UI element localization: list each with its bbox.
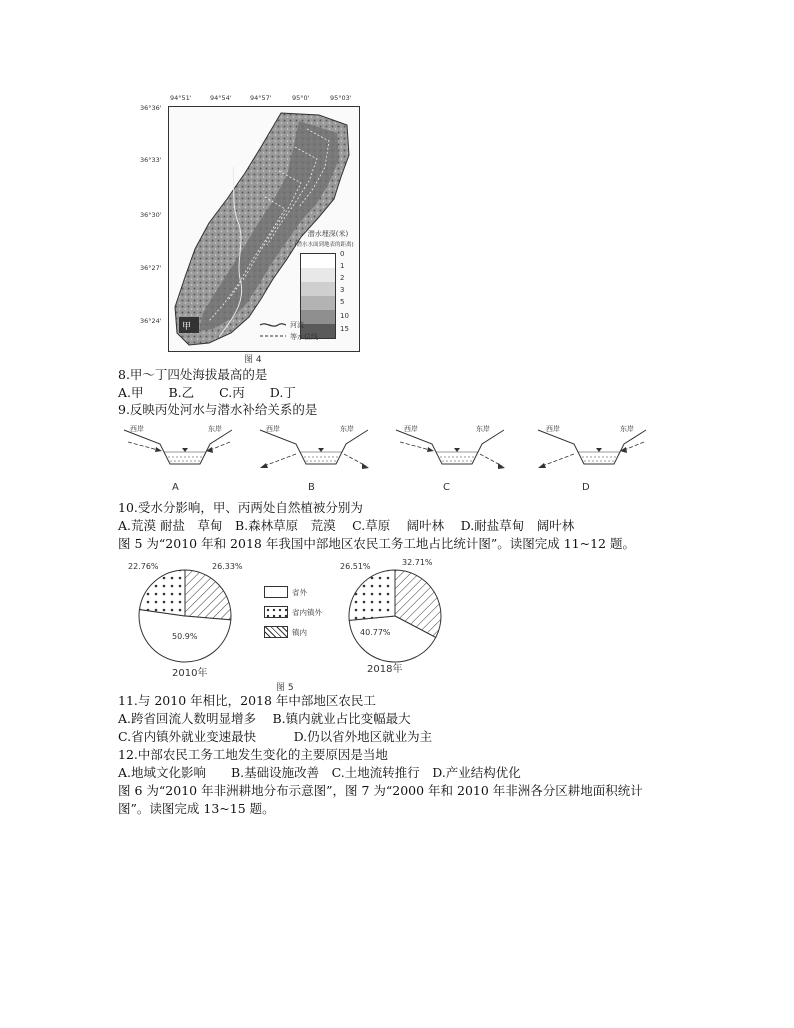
q12-options: A.地域文化影响 B.基础设施改善 C.土地流转推行 D.产业结构优化 — [118, 765, 521, 780]
legend-value: 3 — [340, 286, 345, 294]
legend-swatch — [301, 254, 335, 268]
legend-value: 15 — [340, 325, 349, 333]
legend-value: 0 — [340, 250, 345, 258]
figure-5-caption: 图 5 — [276, 683, 294, 693]
diagram-a-letter: A — [172, 482, 179, 493]
pie-slice-in-town — [185, 570, 231, 620]
q10-options: A.荒漠 耐盐 草甸 B.森林草原 荒漠 C.草原 阔叶林 D.耐盐草甸 阔叶林 — [118, 518, 575, 533]
pie-2010-label: 22.76% — [128, 562, 159, 571]
legend-ramp — [300, 253, 336, 339]
diagram-d-west: 西岸 — [546, 425, 560, 433]
lat-tick: 36°36' — [140, 104, 162, 112]
legend-swatch — [301, 310, 335, 324]
legend-swatch — [301, 268, 335, 282]
diagram-b-letter: B — [308, 482, 315, 493]
pie-2018-label: 26.51% — [340, 562, 371, 571]
legend-subtitle: (潜水水面到地表的距离) — [294, 242, 354, 248]
pie-2018-label: 40.77% — [360, 628, 391, 637]
legend-swatch — [301, 296, 335, 310]
pie-2010-label: 50.9% — [172, 632, 198, 641]
diagram-b-west: 西岸 — [266, 425, 280, 433]
lon-tick: 95°03' — [330, 94, 352, 102]
legend-line-symbols — [258, 319, 288, 341]
diagram-a-west: 西岸 — [130, 425, 144, 433]
q11-stem: 11.与 2010 年相比，2018 年中部地区农民工 — [118, 693, 376, 708]
pie-2018-year: 2018年 — [367, 664, 403, 675]
legend-value: 1 — [340, 262, 345, 270]
pie-2010-year: 2010年 — [172, 668, 208, 679]
pie-slice-in-province-out-town — [349, 570, 395, 620]
pie-slice-in-province-out-town — [139, 570, 185, 616]
q8-options: A.甲 B.乙 C.丙 D.丁 — [118, 385, 296, 400]
intro-figure-6-line2: 图”。读图完成 13~15 题。 — [118, 801, 275, 816]
lat-tick: 36°24' — [140, 317, 162, 325]
legend-swatch-province-out — [264, 586, 288, 598]
pie-2018-label: 32.71% — [402, 558, 433, 567]
river-symbol — [260, 324, 286, 326]
legend-swatch-in-town — [264, 626, 288, 638]
pie-2010-label: 26.33% — [212, 562, 243, 571]
contour-label: 等水位线 — [290, 333, 318, 341]
lat-tick: 36°30' — [140, 211, 162, 219]
figure-4-caption: 图 4 — [244, 355, 262, 365]
legend-value: 10 — [340, 312, 349, 320]
q10-stem: 10.受水分影响，甲、丙两处自然植被分别为 — [118, 500, 363, 515]
diagram-c-east: 东岸 — [476, 425, 490, 433]
pie-2010 — [139, 570, 231, 662]
diagram-b-east: 东岸 — [340, 425, 354, 433]
lat-tick: 36°27' — [140, 264, 162, 272]
legend-label: 省内镇外 — [292, 608, 322, 617]
legend-title: 潜水埋深(米) — [307, 230, 349, 238]
lon-tick: 95°0' — [292, 94, 310, 102]
q12-stem: 12.中部农民工务工地发生变化的主要原因是当地 — [118, 747, 388, 762]
legend-label: 省外 — [292, 588, 307, 597]
intro-figure-6-line1: 图 6 为“2010 年非洲耕地分布示意图”，图 7 为“2000 年和 2010 年非洲各分区耕地面积统计 — [118, 783, 643, 798]
pie-2018 — [349, 570, 441, 662]
legend-label: 镇内 — [292, 628, 307, 637]
intro-figure-5: 图 5 为“2010 年和 2018 年我国中部地区农民工务工地占比统计图”。读图完成 11~12 题。 — [118, 536, 635, 551]
lon-tick: 94°51' — [170, 94, 192, 102]
legend-swatch — [301, 282, 335, 296]
lon-tick: 94°57' — [250, 94, 272, 102]
river-label: 河流 — [290, 321, 304, 329]
point-jia-label: 甲 — [182, 322, 192, 332]
legend-value: 2 — [340, 274, 345, 282]
q9-stem: 9.反映丙处河水与潜水补给关系的是 — [118, 402, 318, 417]
diagram-d-east: 东岸 — [620, 425, 634, 433]
q11-options-2: C.省内镇外就业变速最快 D.仍以省外地区就业为主 — [118, 729, 433, 744]
legend-swatch-in-province-out-town — [264, 606, 288, 618]
lat-tick: 36°33' — [140, 156, 162, 164]
diagram-d-letter: D — [582, 482, 590, 493]
legend-value: 5 — [340, 298, 345, 306]
lon-tick: 94°54' — [210, 94, 232, 102]
q8-stem: 8.甲～丁四处海拔最高的是 — [118, 367, 268, 382]
diagram-c-letter: C — [443, 482, 450, 493]
diagram-c-west: 西岸 — [404, 425, 418, 433]
q11-options-1: A.跨省回流人数明显增多 B.镇内就业占比变幅最大 — [118, 711, 411, 726]
diagram-a-east: 东岸 — [208, 425, 222, 433]
